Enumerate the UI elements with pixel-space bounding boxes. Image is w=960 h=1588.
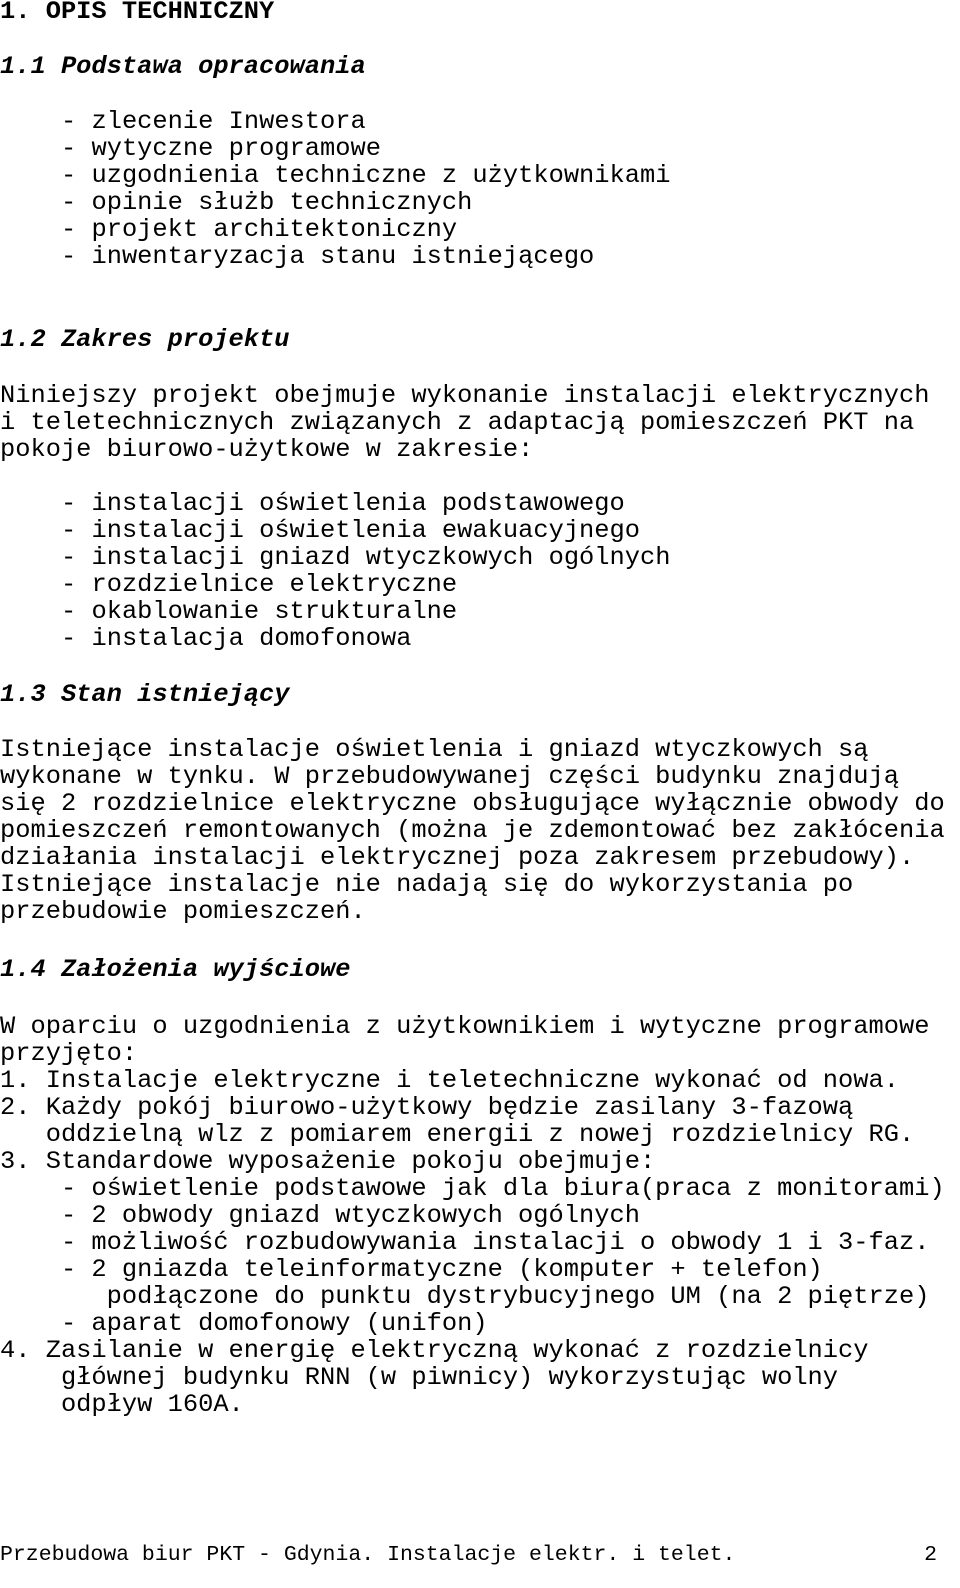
document-title: 1. OPIS TECHNICZNY	[0, 0, 275, 26]
list-item: - opinie służb technicznych	[61, 188, 473, 217]
numbered-item: oddzielną wlz z pomiarem energii z nowej rozdzielnicy RG.	[0, 1120, 915, 1149]
paragraph-line: przyjęto:	[0, 1039, 138, 1068]
list-item: - instalacji oświetlenia ewakuacyjnego	[61, 516, 641, 545]
list-item: - oświetlenie podstawowe jak dla biura(praca z monitorami)	[0, 1174, 945, 1203]
list-item: - okablowanie strukturalne	[61, 597, 458, 626]
paragraph-line: wykonane w tynku. W przebudowywanej części budynku znajdują	[0, 762, 899, 791]
page-number: 2	[924, 1543, 937, 1567]
numbered-item: głównej budynku RNN (w piwnicy) wykorzystując wolny	[0, 1363, 839, 1392]
paragraph-line: przebudowie pomieszczeń.	[0, 897, 366, 926]
paragraph-line: Istniejące instalacje nie nadają się do wykorzystania po	[0, 870, 854, 899]
list-item: - zlecenie Inwestora	[61, 107, 366, 136]
numbered-item: 4. Zasilanie w energię elektryczną wykonać z rozdzielnicy	[0, 1336, 869, 1365]
list-item: - 2 obwody gniazd wtyczkowych ogólnych	[0, 1201, 640, 1230]
page-footer: Przebudowa biur PKT - Gdynia. Instalacje elektr. i telet.	[0, 1543, 736, 1567]
list-item: - uzgodnienia techniczne z użytkownikami	[61, 161, 671, 190]
list-item: - wytyczne programowe	[61, 134, 381, 163]
list-item: podłączone do punktu dystrybucyjnego UM (na 2 piętrze)	[0, 1282, 930, 1311]
paragraph-line: i teletechnicznych związanych z adaptacją pomieszczeń PKT na	[0, 408, 915, 437]
paragraph-line: pomieszczeń remontowanych (można je zdemontować bez zakłócenia	[0, 816, 945, 845]
list-item: - inwentaryzacja stanu istniejącego	[61, 242, 595, 271]
numbered-item: 1. Instalacje elektryczne i teletechniczne wykonać od nowa.	[0, 1066, 899, 1095]
list-item: - rozdzielnice elektryczne	[61, 570, 458, 599]
list-item: - instalacja domofonowa	[61, 624, 412, 653]
paragraph-line: Niniejszy projekt obejmuje wykonanie instalacji elektrycznych	[0, 381, 930, 410]
section-heading-1-1: 1.1 Podstawa opracowania	[0, 52, 366, 81]
numbered-item: odpływ 160A.	[0, 1390, 244, 1419]
paragraph-line: W oparciu o uzgodnienia z użytkownikiem i wytyczne programowe	[0, 1012, 930, 1041]
section-heading-1-4: 1.4 Założenia wyjściowe	[0, 955, 351, 984]
list-item: - projekt architektoniczny	[61, 215, 458, 244]
paragraph-line: się 2 rozdzielnice elektryczne obsługujące wyłącznie obwody do	[0, 789, 945, 818]
list-item: - aparat domofonowy (unifon)	[0, 1309, 488, 1338]
list-item: - instalacji oświetlenia podstawowego	[61, 489, 625, 518]
numbered-item: 2. Każdy pokój biurowo-użytkowy będzie zasilany 3-fazową	[0, 1093, 854, 1122]
list-item: - instalacji gniazd wtyczkowych ogólnych	[61, 543, 671, 572]
paragraph-line: pokoje biurowo-użytkowe w zakresie:	[0, 435, 534, 464]
list-item: - 2 gniazda teleinformatyczne (komputer + telefon)	[0, 1255, 823, 1284]
numbered-item: 3. Standardowe wyposażenie pokoju obejmuje:	[0, 1147, 656, 1176]
paragraph-line: Istniejące instalacje oświetlenia i gniazd wtyczkowych są	[0, 735, 869, 764]
list-item: - możliwość rozbudowywania instalacji o obwody 1 i 3-faz.	[0, 1228, 930, 1257]
section-heading-1-2: 1.2 Zakres projektu	[0, 325, 290, 354]
section-heading-1-3: 1.3 Stan istniejący	[0, 680, 290, 709]
paragraph-line: działania instalacji elektrycznej poza zakresem przebudowy).	[0, 843, 915, 872]
